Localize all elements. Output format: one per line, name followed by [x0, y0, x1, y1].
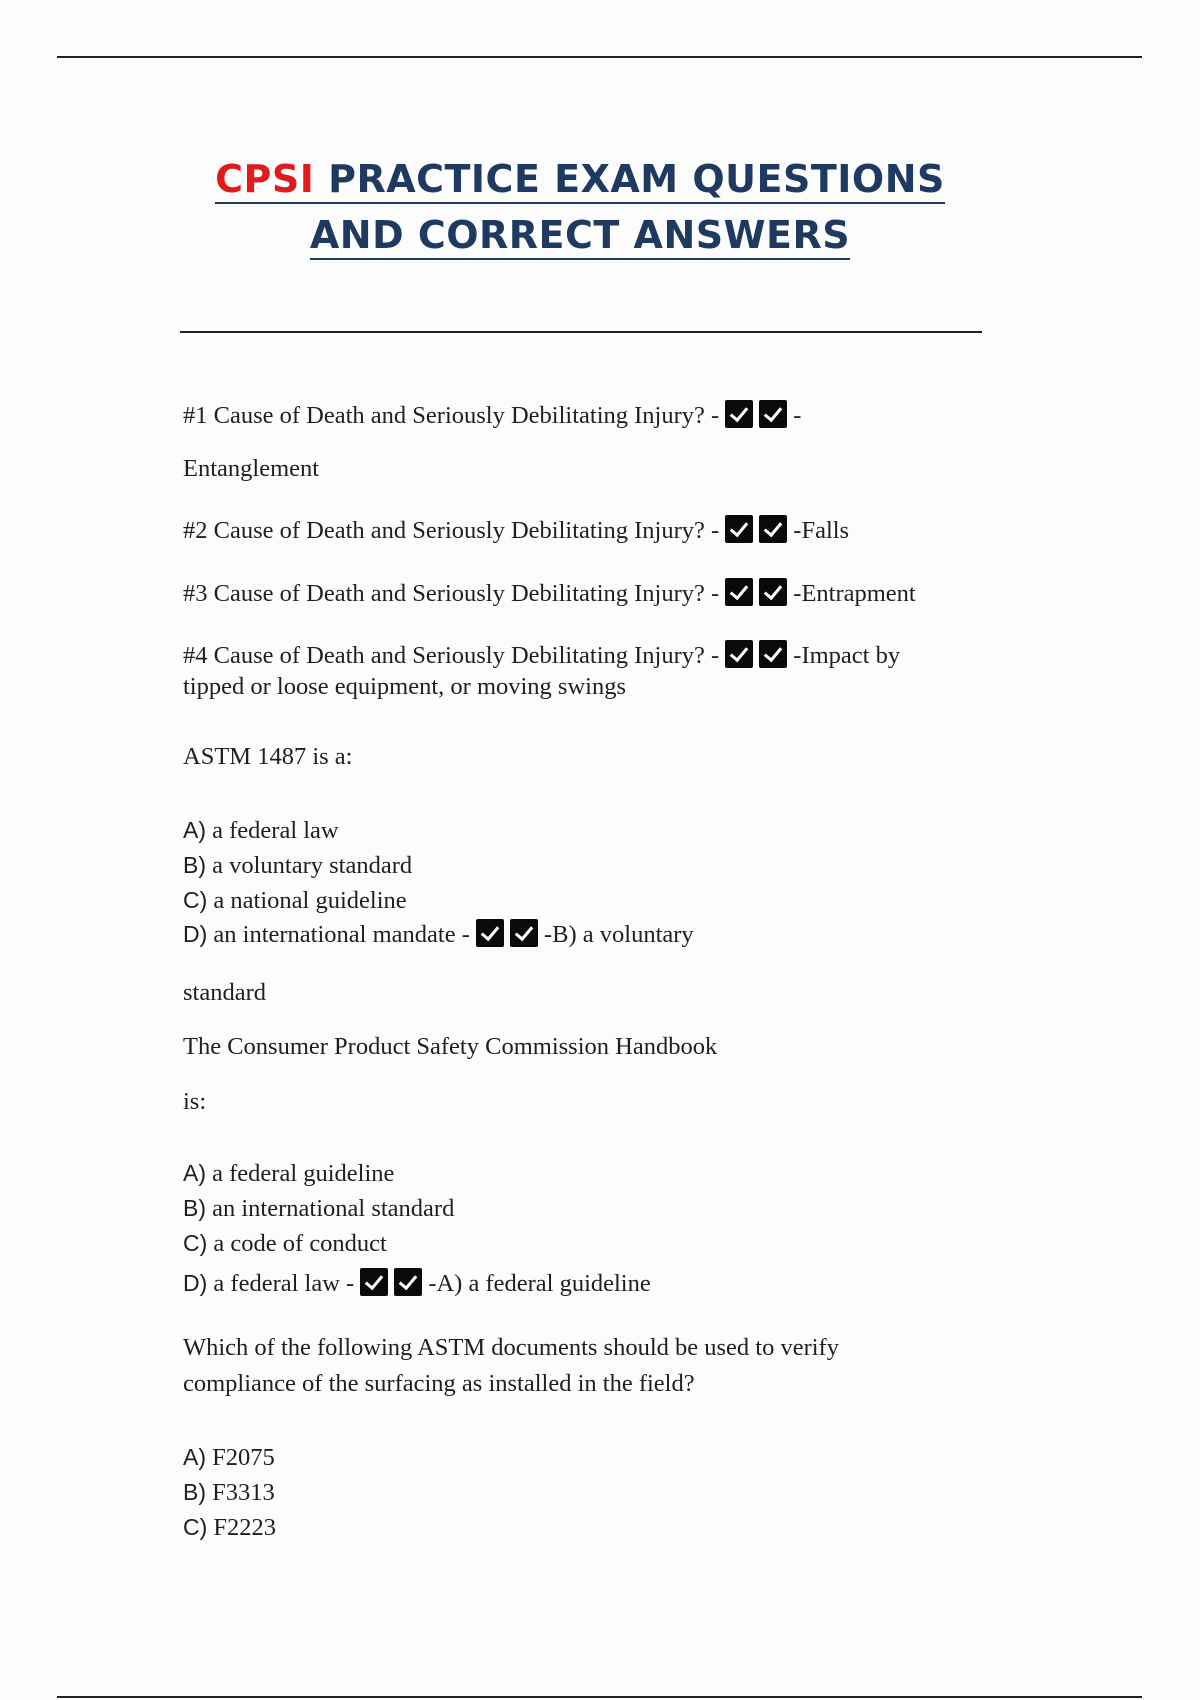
- option-b: [183, 1191, 454, 1226]
- bottom-rule: [57, 1696, 1142, 1698]
- question-text: #4 Cause of Death and Seriously Debilitating Injury? -: [183, 642, 720, 669]
- title-divider: [180, 331, 982, 333]
- question-1: [183, 399, 801, 433]
- answer-separator: -: [793, 402, 802, 429]
- answer-text: -Entrapment: [793, 580, 916, 607]
- check-box-icon: [759, 640, 787, 668]
- option-letter: A): [183, 1160, 206, 1186]
- question-7: Which of the following ASTM documents should be used to verify: [183, 1334, 839, 1361]
- check-box-icon: [759, 578, 787, 606]
- question-6: The Consumer Product Safety Commission Handbook: [183, 1033, 718, 1060]
- check-box-icon: [360, 1268, 388, 1296]
- option-letter: D): [183, 921, 208, 947]
- question-6-continued: is:: [183, 1088, 207, 1115]
- top-rule: [57, 56, 1142, 58]
- page-title-2: [0, 213, 1160, 260]
- answer-4-continued: tipped or loose equipment, or moving swings: [183, 673, 626, 700]
- title-line-1: [215, 157, 945, 204]
- option-letter: B): [183, 1479, 206, 1505]
- option-letter: C): [183, 1514, 208, 1540]
- option-letter: C): [183, 1230, 208, 1256]
- check-box-icon: [394, 1268, 422, 1296]
- option-text: a federal guideline: [212, 1160, 395, 1187]
- option-d: [183, 917, 694, 952]
- title-accent: CPSI: [215, 157, 315, 201]
- check-box-icon: [510, 919, 538, 947]
- check-box-icon: [725, 578, 753, 606]
- option-text: a federal law: [212, 817, 339, 844]
- option-text: F2075: [212, 1444, 275, 1471]
- title-line-2: AND CORRECT ANSWERS: [310, 213, 850, 260]
- question-5: ASTM 1487 is a:: [183, 743, 353, 770]
- option-letter: A): [183, 817, 206, 843]
- question-7-continued: compliance of the surfacing as installed in the field?: [183, 1370, 695, 1397]
- option-text: a voluntary standard: [212, 852, 413, 879]
- option-text: F2223: [213, 1514, 277, 1541]
- option-letter: B): [183, 1195, 206, 1221]
- option-d: [183, 1266, 651, 1301]
- question-text: #3 Cause of Death and Seriously Debilitating Injury? -: [183, 580, 720, 607]
- option-letter: A): [183, 1444, 206, 1470]
- option-text: a code of conduct: [213, 1230, 387, 1257]
- check-box-icon: [725, 400, 753, 428]
- page-title: [0, 157, 1160, 204]
- answer-text: -Falls: [793, 517, 850, 544]
- question-text: #1 Cause of Death and Seriously Debilitating Injury? -: [183, 402, 720, 429]
- option-a: [183, 1440, 275, 1475]
- option-c: [183, 1510, 276, 1545]
- check-box-icon: [725, 640, 753, 668]
- option-b: [183, 848, 412, 883]
- option-letter: C): [183, 887, 208, 913]
- option-c: [183, 1226, 387, 1261]
- answer-1: Entanglement: [183, 455, 320, 482]
- option-b: [183, 1475, 275, 1510]
- option-a: [183, 813, 339, 848]
- option-c: [183, 883, 407, 918]
- check-box-icon: [476, 919, 504, 947]
- answer-text: -A) a federal guideline: [428, 1270, 651, 1297]
- question-4: [183, 639, 900, 673]
- option-letter: D): [183, 1270, 208, 1296]
- answer-text: -B) a voluntary: [544, 921, 694, 948]
- option-a: [183, 1156, 394, 1191]
- check-box-icon: [725, 515, 753, 543]
- title-line-1-text: PRACTICE EXAM QUESTIONS: [328, 157, 945, 201]
- answer-text: -Impact by: [793, 642, 901, 669]
- option-text: an international standard: [212, 1195, 455, 1222]
- question-3: [183, 577, 916, 611]
- check-box-icon: [759, 400, 787, 428]
- question-text: #2 Cause of Death and Seriously Debilitating Injury? -: [183, 517, 720, 544]
- option-text: F3313: [212, 1479, 275, 1506]
- option-letter: B): [183, 852, 206, 878]
- check-box-icon: [759, 515, 787, 543]
- option-text: an international mandate -: [213, 921, 470, 948]
- option-text: a national guideline: [213, 887, 407, 914]
- option-text: a federal law -: [213, 1270, 355, 1297]
- question-2: [183, 514, 849, 548]
- answer-5-continued: standard: [183, 979, 266, 1006]
